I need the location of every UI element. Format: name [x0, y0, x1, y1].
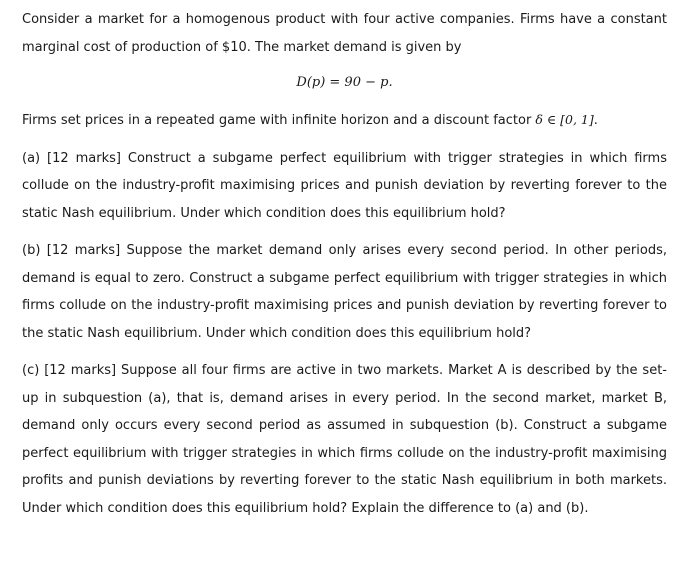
question-a: [22, 145, 667, 228]
question-b-label: (b) [12 marks]: [22, 243, 121, 258]
setup-text: Firms set prices in a repeated game with infinite horizon and a discount factor: [22, 113, 536, 128]
setup-text-end: .: [593, 113, 598, 128]
question-c: [22, 357, 667, 522]
question-a-text: Construct a subgame perfect equilibrium with trigger strategies in which firms collude on the industry-profit maximising prices and punish deviation by reverting forever to the static Nash equilibrium. Under which condition does this equilibrium hold?: [22, 150, 667, 221]
question-a-label: (a) [12 marks]: [22, 150, 121, 166]
demand-equation: D(p) = 90 − p.: [296, 75, 393, 90]
intro-paragraph: [22, 6, 667, 61]
setup-paragraph: [22, 106, 667, 135]
question-b-text: Suppose the market demand only arises every second period. In other periods, demand is equal to zero. Construct a subgame perfect equilibrium with trigger strategies in which firms collude on the industry-profit maximising prices and punish deviation by reverting forever to the static Nash equilibrium. Under which condition does this equilibrium hold?: [22, 243, 667, 341]
intro-text: Consider a market for a homogenous product with four active companies. Firms have a constant marginal cost of production of $10. The market demand is given by: [22, 12, 667, 55]
question-c-label: (c) [12 marks]: [22, 363, 117, 378]
discount-factor-math: δ ∈ [0, 1]: [535, 112, 594, 127]
question-b: [22, 237, 667, 347]
problem-document: [22, 6, 667, 522]
question-c-text: Suppose all four firms are active in two markets. Market A is described by the set-up in subquestion (a), that is, demand arises in every period. In the second market, market B, demand only occurs every second period as assumed in subquestion (b). Construct a subgame perfect equilibrium with trigger strategies in which firms collude on the industry-profit maximising profits and punish deviations by reverting forever to the static Nash equilibrium in both markets. Under which condition does this equilibrium hold? Explain the difference to (a) and (b).: [22, 363, 667, 516]
